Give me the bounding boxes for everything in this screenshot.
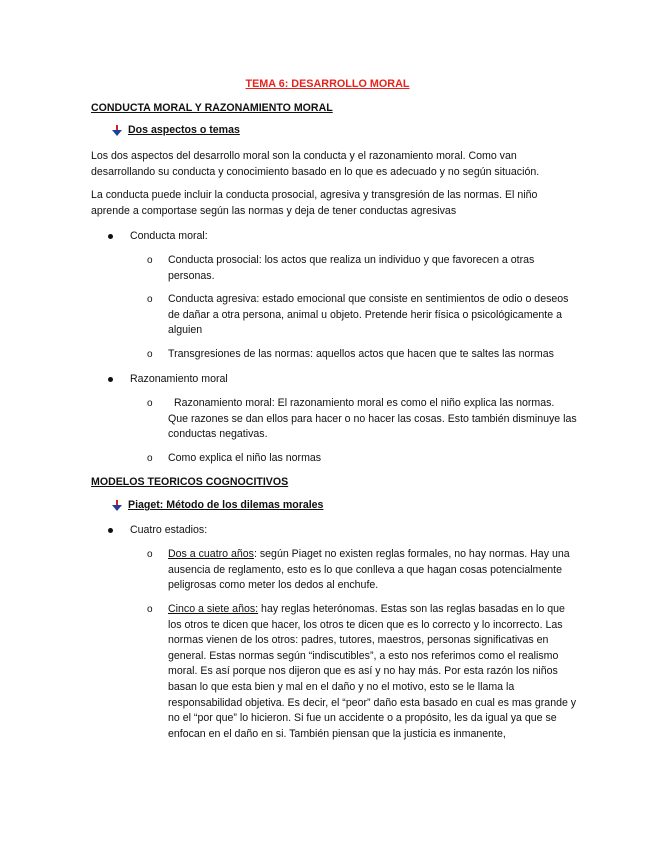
subheading-label: Dos aspectos o temas bbox=[128, 124, 240, 136]
stage-label: Cinco a siete años: bbox=[168, 603, 259, 615]
section-heading-modelos: MODELOS TEORICOS COGNOCITIVOS bbox=[91, 476, 289, 488]
o-bullet-marker: o bbox=[147, 294, 153, 305]
bullet-razonamiento-moral bbox=[108, 372, 228, 388]
bullet-conducta-moral bbox=[108, 229, 208, 245]
stage-text: : según Piaget no existen reglas formales, no hay normas. Hay una ausencia de reglamento, esto es lo que conlleva a que hagan cosas potencialmente peligrosas como meter los dedos al enchufe. bbox=[168, 548, 570, 592]
paragraph-conducta: La conducta puede incluir la conducta prosocial, agresiva y transgresión de las normas. El niño aprende a comportase según las normas y deja de tener conductas agresivas bbox=[91, 189, 538, 217]
list-item-text: Conducta agresiva: estado emocional que consiste en sentimientos de odio o deseos de dañar a otra persona, animal u objeto. Pretende herir física o psicológicamente a alguien bbox=[168, 293, 569, 337]
list-item-razonamiento bbox=[147, 396, 577, 443]
bullet-label: Cuatro estadios: bbox=[130, 524, 208, 536]
o-bullet-marker: o bbox=[147, 349, 153, 360]
stage-label: Dos a cuatro años bbox=[168, 548, 254, 560]
list-item-text: Como explica el niño las normas bbox=[168, 452, 322, 464]
o-bullet-marker: o bbox=[147, 453, 153, 464]
o-bullet-marker: o bbox=[147, 398, 153, 409]
bullet-label: Razonamiento moral bbox=[130, 373, 228, 385]
bullet-dot-icon bbox=[108, 377, 113, 382]
list-item-stage-2 bbox=[147, 602, 577, 742]
list-item-text bbox=[168, 547, 577, 594]
o-bullet-marker: o bbox=[147, 255, 153, 266]
down-arrow-icon bbox=[112, 500, 122, 512]
subheading-dos-aspectos bbox=[112, 123, 240, 139]
list-item-prosocial bbox=[147, 253, 577, 284]
list-item-text bbox=[168, 602, 577, 742]
subheading-label: Piaget: Método de los dilemas morales bbox=[128, 499, 324, 511]
list-item-text: Razonamiento moral: El razonamiento moral es como el niño explica las normas. Que razones se dan ellos para hacer o no hacer las cosas. Esto también disminuye las conductas negativas. bbox=[168, 397, 577, 441]
down-arrow-icon bbox=[112, 125, 122, 137]
list-item-agresiva bbox=[147, 292, 577, 339]
subheading-piaget bbox=[112, 498, 323, 514]
list-item-text: Transgresiones de las normas: aquellos actos que hacen que te saltes las normas bbox=[168, 348, 554, 360]
bullet-label: Conducta moral: bbox=[130, 230, 208, 242]
o-bullet-marker: o bbox=[147, 604, 153, 615]
section-heading-conducta: CONDUCTA MORAL Y RAZONAMIENTO MORAL bbox=[91, 102, 333, 114]
list-item-text: Conducta prosocial: los actos que realiza un individuo y que favorecen a otras personas. bbox=[168, 254, 535, 282]
document-title: TEMA 6: DESARROLLO MORAL bbox=[245, 78, 410, 90]
bullet-cuatro-estadios bbox=[108, 523, 207, 539]
paragraph-aspectos: Los dos aspectos del desarrollo moral son la conducta y el razonamiento moral. Como van desarrollando su conducta y conocimiento basado en lo que es adecuado y no según situación. bbox=[91, 150, 540, 178]
bullet-dot-icon bbox=[108, 234, 113, 239]
list-item-como-explica bbox=[147, 451, 577, 467]
list-item-stage-1 bbox=[147, 547, 577, 594]
stage-text: hay reglas heterónomas. Estas son las reglas basadas en lo que los otros te dicen que hacer, los otros te dicen que es lo correcto y lo incorrecto. Las normas vienen de los otros: padres, tutores, maestros, personas significativas en general. Estas normas según “indiscutibles”, a esto nos referimos como el realismo moral. Es así porque nos dijeron que es así y no hay más. Por esta razón los niños basan lo que esta bien y mal en el daño y no el motivo, esto se le llama la responsabilidad objetiva. Es decir, el “peor” daño esta basado en cual es mas grande y no el “por que” lo hicieron. Si fue un accidente o a propósito, les da igual ya que se enfocan en el daño en si. También piensan que la justicia es inmanente, bbox=[168, 603, 577, 740]
o-bullet-marker: o bbox=[147, 549, 153, 560]
list-item-transgresiones bbox=[147, 347, 577, 363]
bullet-dot-icon bbox=[108, 528, 113, 533]
